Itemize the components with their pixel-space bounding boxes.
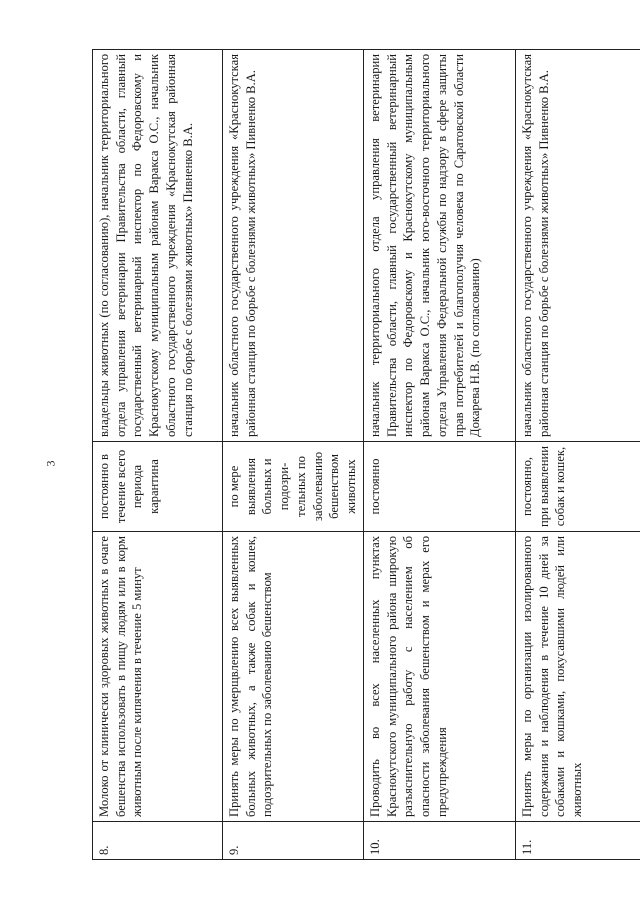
page-number: 3 <box>43 460 58 467</box>
responsible-text: владельцы животных (по согласованию), начальник территориального отдела управления ветеринарии Правительства области, главный государственный ветеринарный инспектор по Федоровскому и Краснокутскому муниципальным районам Варакса О.С., начальник областного государственного учреждения «Краснокутская районная станция по борьбе с болезнями животных» Пивненко В.А. <box>93 50 223 442</box>
measure-text: Проводить во всех населенных пунктах Краснокутского муниципального района широкую разъяснительную работу с населением об опасности заболевания бешенством и мерах его предупреждения <box>363 532 515 822</box>
row-number: 8. <box>93 822 223 860</box>
row-number: 9. <box>223 822 364 860</box>
rotated-table-sheet <box>92 50 627 860</box>
table-row <box>515 50 640 860</box>
responsible-text: начальник территориального отдела управления ветеринарии Правительства области, главный государственный ветеринарный инспектор по Федоровскому и Краснокутскому муниципальным районам Варакса О.С., начальник юго-восточного территориального отдела Управления Федеральной службы по надзору в сфере защиты прав потребителей и благополучия человека по Саратовской области Докарева Н.В. (по согласованию) <box>363 50 515 442</box>
table-row <box>363 50 515 860</box>
term-text: постоянно <box>363 442 515 532</box>
term-text: постоянно в течение всего периода карантина <box>93 442 223 532</box>
table-row <box>223 50 364 860</box>
table-row <box>93 50 223 860</box>
responsible-text: начальник областного государственного учреждения «Краснокутская районная станция по борьбе с болезнями животных» Пивненко В.А. <box>223 50 364 442</box>
term-text: постоянно, при выявлении собак и кошек, <box>515 442 640 532</box>
measure-text: Принять меры по умерщвлению всех выявленных больных животных, а также собак и кошек, подозрительных по заболеванию бешенством <box>223 532 364 822</box>
term-text: по мере выявления больных и подозри-тельных по заболеванию бешенством животных <box>223 442 364 532</box>
row-number: 11. <box>515 822 640 860</box>
measure-text: Принять меры по организации изолированного содержания и наблюдения в течение 10 дней за собаками и кошками, покусавшими людей или животных <box>515 532 640 822</box>
measures-table <box>92 49 640 860</box>
row-number: 10. <box>363 822 515 860</box>
responsible-text: начальник областного государственного учреждения «Краснокутская районная станция по борьбе с болезнями животных» Пивненко В.А. <box>515 50 640 442</box>
measure-text: Молоко от клинически здоровых животных в очаге бешенства использовать в пищу людям или в корм животным после кипячения в течение 5 минут <box>93 532 223 822</box>
